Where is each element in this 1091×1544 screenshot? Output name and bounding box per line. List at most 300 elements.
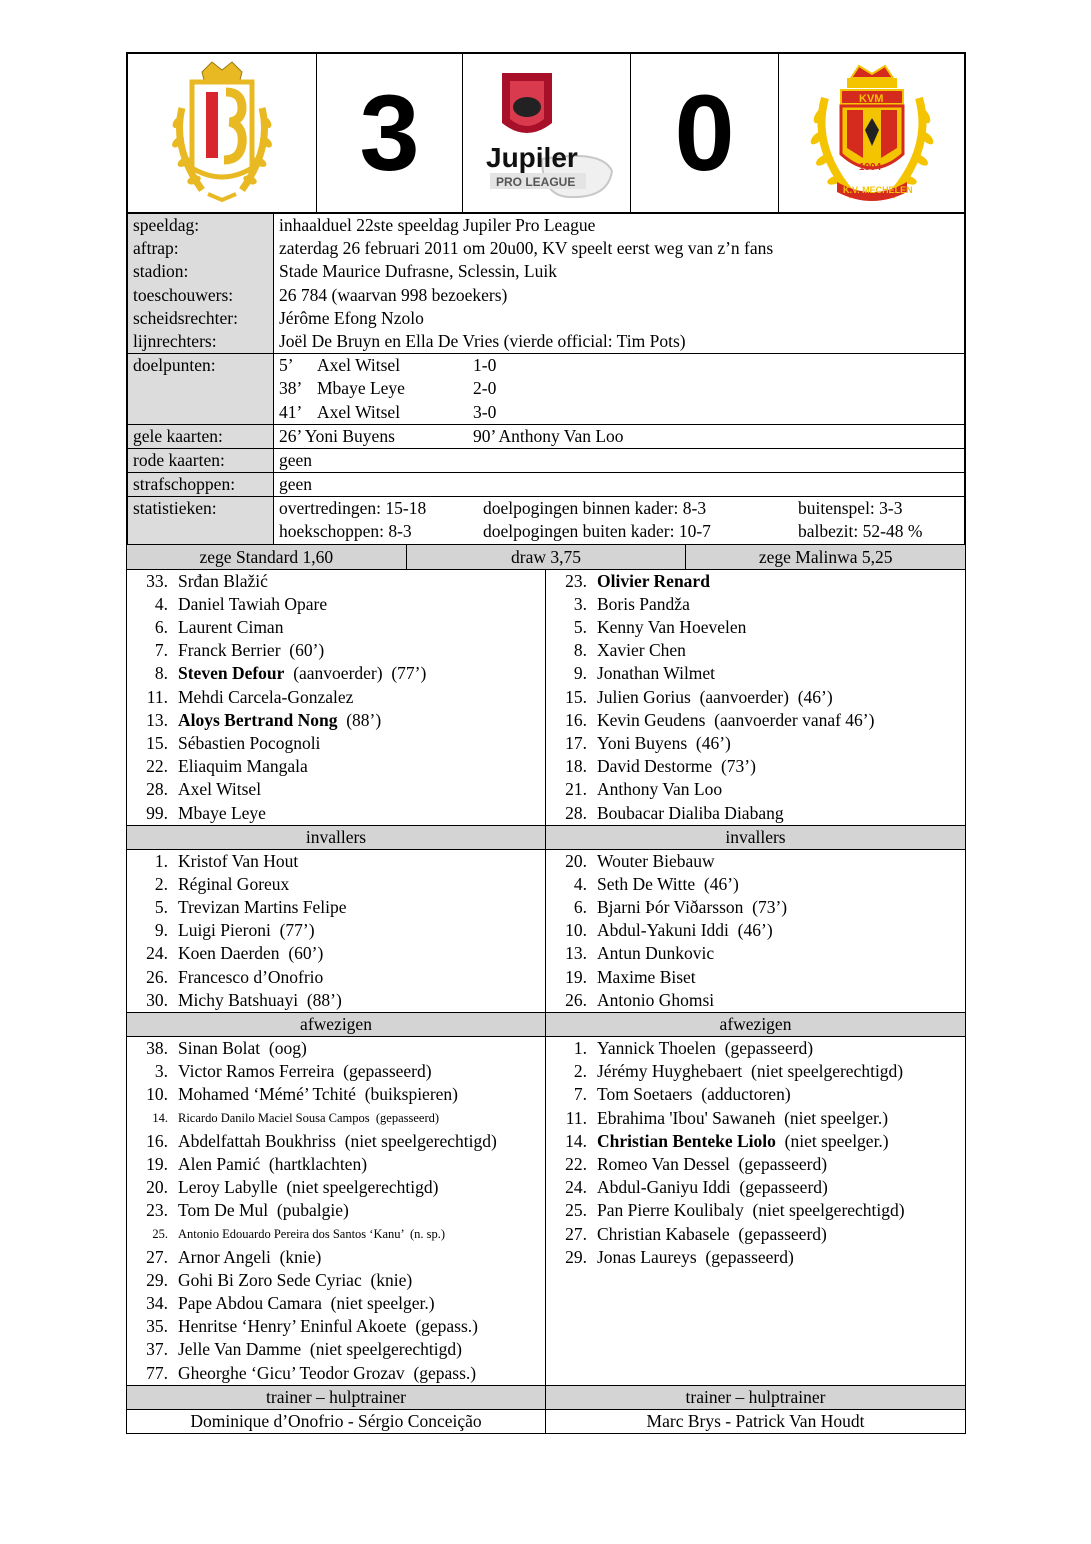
- player-note: (73’): [743, 897, 788, 918]
- player-row: [546, 686, 965, 709]
- label-rood: rode kaarten:: [128, 449, 274, 472]
- away-trainers: Marc Brys - Patrick Van Houdt: [646, 1410, 865, 1431]
- player-note: (niet speelgerechtigd): [301, 1339, 462, 1360]
- home-subs: [127, 850, 546, 1012]
- player-number: 16.: [146, 1130, 168, 1151]
- player-name: Christian Kabasele: [597, 1223, 730, 1244]
- info-general: [128, 214, 964, 354]
- player-row: [546, 1060, 965, 1083]
- player-name: Bjarni Þór Viðarsson: [597, 897, 744, 918]
- player-number: 30.: [146, 989, 168, 1010]
- player-row: [546, 1153, 965, 1176]
- player-number: 11.: [146, 686, 168, 707]
- goal-row: [279, 354, 964, 377]
- player-name: Pape Abdou Camara: [178, 1293, 322, 1314]
- player-note: (knie): [361, 1269, 413, 1290]
- label-straf: strafschoppen:: [128, 473, 274, 496]
- away-subs: [546, 850, 965, 1012]
- player-number: 1.: [573, 1038, 587, 1059]
- value-scheidsrechter: Jérôme Efong Nzolo: [279, 307, 424, 328]
- player-row: [127, 1269, 545, 1292]
- info-red: [128, 449, 964, 473]
- player-number: 26.: [146, 966, 168, 987]
- player-note: (88’): [337, 709, 382, 730]
- player-row: [127, 1107, 545, 1130]
- player-row: [127, 1338, 545, 1361]
- player-row: [127, 1315, 545, 1338]
- league-logo-cell: [463, 54, 631, 212]
- player-row: [546, 919, 965, 942]
- player-number: 38.: [146, 1038, 168, 1059]
- player-number: 15.: [565, 686, 587, 707]
- player-number: 2.: [573, 1061, 587, 1082]
- goals-label-cell: [128, 354, 274, 424]
- player-row: [546, 966, 965, 989]
- label-statistieken: statistieken:: [133, 498, 217, 519]
- player-name: Sinan Bolat: [178, 1038, 261, 1059]
- player-number: 21.: [565, 779, 587, 800]
- player-row: [127, 1060, 545, 1083]
- player-number: 33.: [146, 570, 168, 591]
- player-note: (gepasseerd): [715, 1038, 814, 1059]
- player-note: (gepass.): [404, 1362, 477, 1383]
- home-absent: [127, 1037, 546, 1385]
- player-row: [546, 639, 965, 662]
- away-crest-cell: [779, 54, 964, 212]
- player-name: Yannick Thoelen: [597, 1038, 716, 1059]
- player-row: [546, 1199, 965, 1222]
- player-note: (gepasseerd): [334, 1061, 432, 1082]
- info-penalties: [128, 473, 964, 497]
- player-number: 25.: [565, 1200, 587, 1221]
- player-number: 6.: [573, 897, 587, 918]
- player-name: Jonathan Wilmet: [597, 663, 716, 684]
- goal-row: [279, 377, 964, 400]
- away-absent: [546, 1037, 965, 1385]
- player-number: 5.: [573, 617, 587, 638]
- player-note: (gepasseerd): [730, 1177, 828, 1198]
- player-name: Réginal Goreux: [178, 873, 290, 894]
- player-number: 28.: [146, 779, 168, 800]
- away-subs-title: invallers: [725, 826, 786, 847]
- away-absent-title: afwezigen: [719, 1014, 792, 1035]
- player-name: Ricardo Danilo Maciel Sousa Campos: [178, 1110, 370, 1125]
- player-note: (oog): [260, 1038, 307, 1059]
- info-labels: [128, 214, 274, 353]
- yellow-values: [274, 425, 964, 448]
- league-logo-sub: PRO LEAGUE: [495, 175, 575, 189]
- player-number: 23.: [146, 1200, 168, 1221]
- player-number: 18.: [565, 756, 587, 777]
- player-row: [127, 873, 545, 896]
- player-number: 15.: [146, 732, 168, 753]
- player-note: (gepass.): [406, 1316, 478, 1337]
- player-name: Alen Pamić: [178, 1153, 261, 1174]
- player-name: Kevin Geudens: [597, 709, 706, 730]
- player-note: (aanvoerder) (46’): [690, 686, 833, 707]
- player-note: (n. sp.): [403, 1226, 446, 1241]
- player-row: [127, 989, 545, 1012]
- player-row: [127, 896, 545, 919]
- player-row: [546, 709, 965, 732]
- goal-player: Axel Witsel: [317, 355, 401, 376]
- player-row: [546, 1223, 965, 1246]
- player-row: [127, 1292, 545, 1315]
- player-note: (60’): [280, 640, 325, 661]
- player-number: 19.: [146, 1153, 168, 1174]
- stat-off-target: doelpogingen buiten kader: 10-7: [483, 521, 711, 542]
- player-row: [546, 1246, 965, 1269]
- player-row: [546, 732, 965, 755]
- player-name: Antun Dunkovic: [597, 943, 715, 964]
- value-straf: geen: [279, 474, 313, 495]
- player-note: (46’): [687, 732, 731, 753]
- player-number: 13.: [565, 943, 587, 964]
- player-note: (niet speelger.): [321, 1293, 435, 1314]
- player-number: 8.: [573, 640, 587, 661]
- player-number: 16.: [565, 709, 587, 730]
- player-row: [127, 709, 545, 732]
- player-number: 20.: [146, 1177, 168, 1198]
- player-note: (88’): [298, 989, 342, 1010]
- player-row: [127, 639, 545, 662]
- starters: [126, 570, 966, 825]
- player-row: [127, 802, 545, 825]
- player-number: 13.: [146, 709, 168, 730]
- player-number: 34.: [146, 1293, 168, 1314]
- player-name: Luigi Pieroni: [178, 920, 271, 941]
- player-number: 99.: [146, 802, 168, 823]
- player-note: (73’): [712, 756, 756, 777]
- player-name: Boubacar Dialiba Diabang: [597, 802, 784, 823]
- away-score: 0: [674, 72, 735, 193]
- player-name: Abdul-Yakuni Iddi: [597, 920, 729, 941]
- player-row: [127, 616, 545, 639]
- absent-header: [126, 1012, 966, 1037]
- player-note: (hartklachten): [260, 1153, 368, 1174]
- player-note: (niet speelger.): [775, 1130, 889, 1151]
- player-note: (niet speelgerechtigd): [335, 1130, 497, 1151]
- subs-header: [126, 825, 966, 850]
- player-note: (77’): [270, 920, 315, 941]
- player-number: 26.: [565, 989, 587, 1010]
- player-row: [127, 942, 545, 965]
- home-trainers: Dominique d’Onofrio - Sérgio Conceição: [127, 1410, 546, 1433]
- player-name: Tom De Mul: [178, 1200, 269, 1221]
- player-name: Christian Benteke Liolo: [597, 1130, 776, 1151]
- player-name: Eliaquim Mangala: [178, 756, 308, 777]
- yellow-card-2: 90’ Anthony Van Loo: [473, 425, 624, 446]
- player-number: 8.: [154, 663, 168, 684]
- home-absent-title: afwezigen: [127, 1013, 546, 1036]
- player-note: (gepasseerd): [696, 1246, 794, 1267]
- value-rood: geen: [279, 449, 313, 470]
- player-name: Jelle Van Damme: [178, 1339, 302, 1360]
- player-number: 3.: [573, 593, 587, 614]
- player-number: 22.: [146, 756, 168, 777]
- stat-offside: buitenspel: 3-3: [798, 498, 903, 519]
- player-note: (knie): [270, 1246, 322, 1267]
- home-trainer-title: trainer – hulptrainer: [127, 1386, 546, 1409]
- player-number: 9.: [154, 920, 168, 941]
- player-row: [546, 755, 965, 778]
- player-row: [546, 778, 965, 801]
- player-number: 2.: [154, 873, 168, 894]
- player-number: 10.: [565, 920, 587, 941]
- jupiler-pro-league-logo-icon: [472, 63, 622, 203]
- player-row: [127, 1362, 545, 1385]
- player-note: (aanvoerder vanaf 46’): [705, 709, 875, 730]
- away-trainer-title: trainer – hulptrainer: [685, 1386, 826, 1407]
- player-name: Trevizan Martins Felipe: [178, 897, 347, 918]
- player-name: Romeo Van Dessel: [597, 1153, 730, 1174]
- player-row: [127, 593, 545, 616]
- player-name: Abdul-Ganiyu Iddi: [597, 1177, 731, 1198]
- player-number: 22.: [565, 1153, 587, 1174]
- player-number: 35.: [146, 1316, 168, 1337]
- player-name: Gheorghe ‘Gicu’ Teodor Grozav: [178, 1362, 405, 1383]
- home-starters: [127, 570, 546, 825]
- label-aftrap: aftrap:: [133, 238, 179, 259]
- player-row: [546, 873, 965, 896]
- stats-values: [274, 497, 964, 543]
- player-number: 1.: [154, 850, 168, 871]
- player-row: [127, 1083, 545, 1106]
- player-row: [546, 570, 965, 593]
- match-header: [126, 52, 966, 214]
- player-number: 7.: [573, 1084, 587, 1105]
- goal-minute: 38’: [279, 378, 303, 399]
- player-name: Arnor Angeli: [178, 1246, 271, 1267]
- player-row: [546, 989, 965, 1012]
- label-lijnrechters: lijnrechters:: [133, 330, 217, 351]
- player-note: (niet speelgerechtigd): [742, 1061, 904, 1082]
- player-note: (buikspieren): [355, 1084, 458, 1105]
- player-name: Mbaye Leye: [178, 802, 266, 823]
- player-row: [127, 1037, 545, 1060]
- player-name: Ebrahima 'Ibou' Sawaneh: [597, 1107, 776, 1128]
- stat-possession: balbezit: 52-48 %: [798, 521, 923, 542]
- info-goals: [128, 354, 964, 425]
- player-number: 29.: [565, 1246, 587, 1267]
- player-row: [127, 755, 545, 778]
- player-number: 28.: [565, 802, 587, 823]
- goal-minute: 5’: [279, 355, 294, 376]
- player-number: 27.: [146, 1246, 168, 1267]
- player-name: Jonas Laureys: [597, 1246, 697, 1267]
- player-name: Gohi Bi Zoro Sede Cyriac: [178, 1269, 362, 1290]
- odds-away: zege Malinwa 5,25: [758, 546, 893, 567]
- player-row: [546, 593, 965, 616]
- player-row: [546, 1037, 965, 1060]
- player-row: [546, 850, 965, 873]
- player-name: Maxime Biset: [597, 966, 696, 987]
- stat-corners: hoekschoppen: 8-3: [279, 521, 412, 542]
- player-note: (46’): [728, 920, 773, 941]
- player-row: [546, 1107, 965, 1130]
- away-crest-year: 1904: [858, 162, 881, 173]
- player-row: [127, 570, 545, 593]
- player-number: 11.: [565, 1107, 587, 1128]
- label-geel: gele kaarten:: [128, 425, 274, 448]
- match-info: [126, 214, 966, 545]
- player-number: 27.: [565, 1223, 587, 1244]
- away-crest-name: K.V. MECHELEN: [842, 185, 913, 195]
- goal-player: Axel Witsel: [317, 401, 401, 422]
- player-number: 24.: [146, 943, 168, 964]
- player-row: [127, 732, 545, 755]
- player-name: Henritse ‘Henry’ Eninful Akoete: [178, 1316, 407, 1337]
- value-lijnrechters: Joël De Bruyn en Ella De Vries (vierde official: Tim Pots): [279, 330, 686, 351]
- goal-score: 3-0: [473, 401, 497, 422]
- player-number: 9.: [573, 663, 587, 684]
- odds-draw: draw 3,75: [407, 545, 687, 569]
- home-subs-title: invallers: [127, 826, 546, 849]
- player-row: [127, 1199, 545, 1222]
- player-name: Koen Daerden: [178, 943, 280, 964]
- player-row: [127, 1176, 545, 1199]
- substitutes: [126, 850, 966, 1012]
- goal-score: 1-0: [473, 355, 497, 376]
- player-note: (pubalgie): [268, 1200, 349, 1221]
- player-number: 77.: [146, 1362, 168, 1383]
- player-name: Axel Witsel: [178, 779, 262, 800]
- player-note: (gepasseerd): [369, 1110, 440, 1125]
- player-name: Antonio Ghomsi: [597, 989, 715, 1010]
- player-name: Kristof Van Hout: [178, 850, 299, 871]
- player-name: Francesco d’Onofrio: [178, 966, 324, 987]
- player-name: Tom Soetaers: [597, 1084, 693, 1105]
- player-row: [546, 1130, 965, 1153]
- player-note: (adductoren): [692, 1084, 791, 1105]
- absentees: [126, 1037, 966, 1385]
- home-score: 3: [359, 72, 420, 193]
- player-number: 20.: [565, 850, 587, 871]
- player-note: (niet speelgerechtigd): [743, 1200, 905, 1221]
- player-name: Daniel Tawiah Opare: [178, 593, 328, 614]
- player-number: 24.: [565, 1177, 587, 1198]
- player-row: [546, 942, 965, 965]
- player-name: Wouter Biebauw: [597, 850, 715, 871]
- away-score-cell: [631, 54, 779, 212]
- player-name: Srđan Blažić: [178, 570, 268, 591]
- player-number: 6.: [154, 617, 168, 638]
- player-name: Mehdi Carcela-Gonzalez: [178, 686, 354, 707]
- player-name: Sébastien Pocognoli: [178, 732, 321, 753]
- player-number: 14.: [152, 1110, 168, 1125]
- player-row: [546, 1083, 965, 1106]
- player-number: 4.: [154, 593, 168, 614]
- stats-label-cell: [128, 497, 274, 543]
- goal-list: [274, 354, 964, 424]
- player-name: Abdelfattah Boukhriss: [178, 1130, 336, 1151]
- player-note: (aanvoerder) (77’): [284, 663, 427, 684]
- player-number: 3.: [154, 1061, 168, 1082]
- label-doelpunten: doelpunten:: [133, 355, 216, 376]
- player-row: [546, 616, 965, 639]
- label-speeldag: speeldag:: [133, 215, 200, 235]
- player-name: Franck Berrier: [178, 640, 281, 661]
- player-name: Julien Gorius: [597, 686, 691, 707]
- player-note: (60’): [279, 943, 324, 964]
- yellow-card-1: 26’ Yoni Buyens: [279, 425, 395, 446]
- label-toeschouwers: toeschouwers:: [133, 284, 234, 305]
- goal-minute: 41’: [279, 401, 303, 422]
- player-number: 14.: [565, 1130, 587, 1151]
- goal-score: 2-0: [473, 378, 497, 399]
- player-name: Victor Ramos Ferreira: [178, 1061, 335, 1082]
- player-number: 10.: [146, 1084, 168, 1105]
- player-name: Michy Batshuayi: [178, 989, 299, 1010]
- away-starters: [546, 570, 965, 825]
- player-row: [127, 686, 545, 709]
- player-name: Mohamed ‘Mémé’ Tchité: [178, 1084, 356, 1105]
- player-row: [127, 850, 545, 873]
- trainer-header: [126, 1385, 966, 1410]
- player-number: 29.: [146, 1269, 168, 1290]
- player-row: [127, 778, 545, 801]
- player-number: 5.: [154, 897, 168, 918]
- value-speeldag: inhaalduel 22ste speeldag Jupiler Pro League: [279, 215, 596, 235]
- stat-on-target: doelpogingen binnen kader: 8-3: [483, 498, 707, 519]
- player-note: (46’): [695, 873, 739, 894]
- player-note: (gepasseerd): [729, 1153, 828, 1174]
- player-name: Seth De Witte: [597, 873, 696, 894]
- goal-player: Mbaye Leye: [317, 378, 405, 399]
- stat-fouls: overtredingen: 15-18: [279, 498, 427, 519]
- player-name: Yoni Buyens: [597, 732, 688, 753]
- player-note: (niet speelger.): [775, 1107, 889, 1128]
- player-name: Laurent Ciman: [178, 617, 284, 638]
- away-crest-top: KVM: [858, 93, 883, 105]
- player-row: [546, 896, 965, 919]
- player-number: 17.: [565, 732, 587, 753]
- player-name: Olivier Renard: [597, 570, 710, 591]
- player-name: Pan Pierre Koulibaly: [597, 1200, 744, 1221]
- player-row: [127, 966, 545, 989]
- player-row: [546, 1176, 965, 1199]
- player-name: Xavier Chen: [597, 640, 686, 661]
- player-name: Anthony Van Loo: [597, 779, 723, 800]
- trainers: [126, 1410, 966, 1434]
- standard-liege-crest-icon: [162, 58, 282, 208]
- player-row: [127, 1153, 545, 1176]
- player-row: [127, 919, 545, 942]
- player-row: [546, 802, 965, 825]
- goal-row: [279, 401, 964, 424]
- player-note: (gepasseerd): [729, 1223, 827, 1244]
- player-name: Boris Pandža: [597, 593, 690, 614]
- info-values: [274, 214, 964, 353]
- player-row: [127, 1223, 545, 1246]
- player-name: Kenny Van Hoevelen: [597, 617, 747, 638]
- odds-home: zege Standard 1,60: [127, 545, 407, 569]
- player-name: Aloys Bertrand Nong: [178, 709, 338, 730]
- betting-odds: [126, 545, 966, 570]
- player-name: Jérémy Huyghebaert: [597, 1061, 743, 1082]
- home-score-cell: [317, 54, 463, 212]
- player-number: 4.: [573, 873, 587, 894]
- info-yellow: [128, 425, 964, 449]
- player-number: 25.: [152, 1226, 168, 1241]
- label-stadion: stadion:: [133, 261, 189, 282]
- player-row: [127, 662, 545, 685]
- value-stadion: Stade Maurice Dufrasne, Sclessin, Luik: [279, 261, 557, 282]
- player-name: David Destorme: [597, 756, 713, 777]
- player-number: 23.: [565, 570, 587, 591]
- kv-mechelen-crest-icon: [807, 58, 937, 208]
- value-toeschouwers: 26 784 (waarvan 998 bezoekers): [279, 284, 508, 305]
